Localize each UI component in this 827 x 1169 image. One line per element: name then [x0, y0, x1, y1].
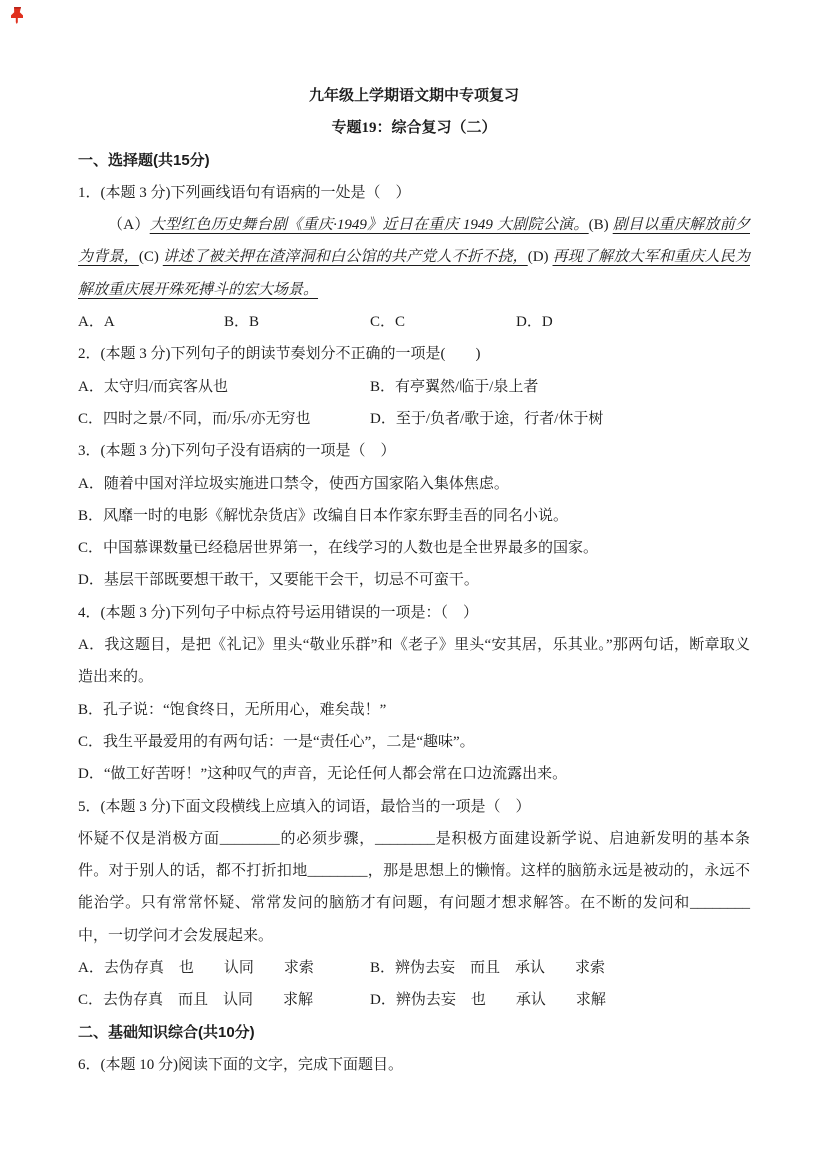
- q1-text-c: 讲述了被关押在渣滓洞和白公馆的共产党人不折不挠，: [162, 249, 528, 266]
- q1-underlined-passage: [78, 209, 750, 306]
- q2-stem: 2．(本题 3 分)下列句子的朗读节奏划分不正确的一项是( ): [78, 346, 481, 363]
- q5-stem: 5．(本题 3 分)下面文段横线上应填入的词语，最恰当的一项是（ ）: [78, 798, 531, 815]
- q1-label-d: (D): [527, 249, 553, 266]
- q1-text-d: 再现了解放大军和重庆人民为解放重庆展开殊死搏斗的宏大场景。: [78, 249, 750, 298]
- q3-option-c: C．中国慕课数量已经稳居世界第一，在线学习的人数也是全世界最多的国家。: [78, 540, 599, 557]
- q4-option-a: A．我这题目，是把《礼记》里头“敬业乐群”和《老子》里头“安其居，乐其业。”那两句话，断章取义造出来的。: [78, 637, 750, 686]
- q5-option-a: A．去伪存真 也 认同 求索: [78, 960, 314, 977]
- q5-options-row-2: [78, 984, 750, 1016]
- q1-text-b: 剧目以重庆解放前夕为背景，: [78, 217, 750, 266]
- q1-option-d: D．D: [516, 314, 553, 331]
- q1-label-b: (B): [588, 217, 613, 234]
- document-subtitle: 专题19：综合复习（二）: [331, 120, 497, 137]
- section-2-heading: 二、基础知识综合(共10分): [78, 1023, 255, 1041]
- q5-options-row-1: [78, 952, 750, 984]
- q3-option-b: B．风靡一时的电影《解忧杂货店》改编自日本作家东野圭吾的同名小说。: [78, 507, 569, 524]
- q1-option-a: A．A: [78, 314, 115, 331]
- q5-option-d: D．辨伪去妄 也 承认 求解: [370, 992, 606, 1009]
- q1-stem: 1．(本题 3 分)下列画线语句有语病的一处是（ ）: [78, 184, 411, 201]
- q1-label-c: (C): [138, 249, 163, 266]
- q4-option-b: B．孔子说：“饱食终日，无所用心，难矣哉！”: [78, 701, 387, 718]
- q2-option-c: C．四时之景/不同，而/乐/亦无穷也: [78, 410, 311, 427]
- q4-option-c: C．我生平最爱用的有两句话：一是“责任心”，二是“趣味”。: [78, 733, 475, 750]
- q5-option-c: C．去伪存真 而且 认同 求解: [78, 992, 314, 1009]
- q1-text-a: 大型红色历史舞台剧《重庆·1949》近日在重庆 1949 大剧院公演。: [149, 217, 589, 234]
- q2-option-d: D．至于/负者/歌于途，行者/休于树: [370, 410, 604, 427]
- q1-option-b: B．B: [224, 314, 260, 331]
- q6-stem: 6．(本题 10 分)阅读下面的文字，完成下面题目。: [78, 1056, 403, 1073]
- q2-options-row-2: [78, 403, 750, 435]
- document-title: 九年级上学期语文期中专项复习: [308, 88, 519, 104]
- red-pushpin-icon: [8, 6, 25, 24]
- q2-options-row-1: [78, 371, 750, 403]
- section-1-heading: 一、选择题(共15分): [78, 151, 210, 169]
- q5-option-b: B．辨伪去妄 而且 承认 求索: [370, 960, 606, 977]
- q2-option-b: B．有亭翼然/临于/泉上者: [370, 378, 539, 395]
- q1-option-c: C．C: [370, 314, 406, 331]
- q3-option-d: D．基层干部既要想干敢干，又要能干会干，切忌不可蛮干。: [78, 572, 479, 589]
- q4-option-d: D．“做工好苦呀！”这种叹气的声音，无论任何人都会常在口边流露出来。: [78, 766, 568, 783]
- q1-label-a: （A）: [108, 217, 150, 234]
- q5-passage: 怀疑不仅是消极方面________的必须步骤，________是积极方面建设新学说、启迪新发明的基本条件。对于别人的话，都不打折扣地________，那是思想上的懒惰。这样的脑筋永远是被动的，永远不能治学。只有常常怀疑、常常发问的脑筋才有问题，有问题才想求解答。在不断的发问和________中，一切学问才会发展起来。: [78, 830, 750, 944]
- q3-stem: 3．(本题 3 分)下列句子没有语病的一项是（ ）: [78, 443, 396, 460]
- q1-options-row: [78, 306, 750, 338]
- q2-option-a: A．太守归/而宾客从也: [78, 378, 229, 395]
- q4-stem: 4．(本题 3 分)下列句子中标点符号运用错误的一项是：（ ）: [78, 604, 478, 621]
- q3-option-a: A．随着中国对洋垃圾实施进口禁令，使西方国家陷入集体焦虑。: [78, 475, 509, 492]
